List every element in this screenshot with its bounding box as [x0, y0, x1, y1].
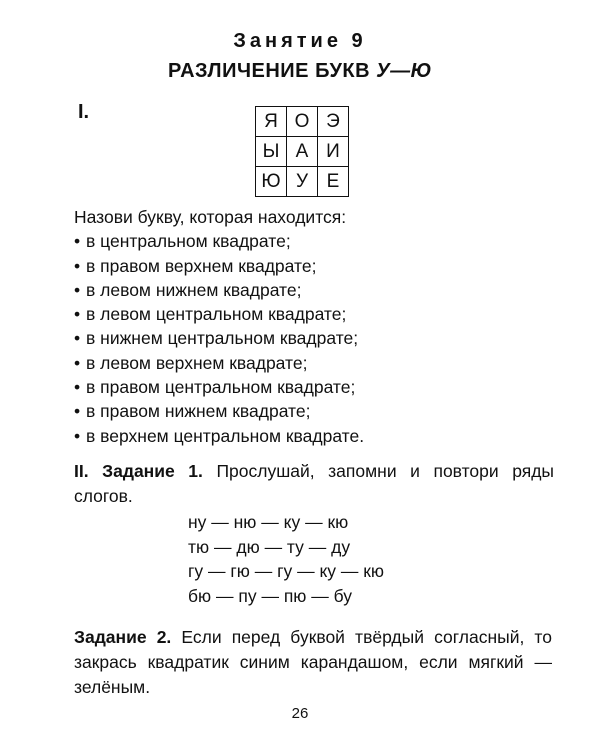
grid-cell: У [287, 167, 318, 197]
list-item: • в верхнем центральном квадрате. [74, 424, 364, 448]
lesson-number: Занятие 9 [233, 30, 367, 52]
list-item: • в нижнем центральном квадрате; [74, 326, 364, 350]
list-item: • в правом верхнем квадрате; [74, 254, 364, 278]
instructions-list [74, 229, 364, 448]
list-item: • в правом центральном квадрате; [74, 375, 364, 399]
task-2-text: Если перед буквой твёрдый согласный, то закрась квадратик синим карандашом, если мягкий — зелёным. [74, 627, 552, 697]
page-title-text: РАЗЛИЧЕНИЕ БУКВ [168, 60, 377, 82]
grid-cell: И [318, 137, 349, 167]
list-item: • в левом верхнем квадрате; [74, 351, 364, 375]
grid-row [256, 107, 349, 137]
instructions [74, 205, 364, 448]
grid-cell: Е [318, 167, 349, 197]
syllable-rows [188, 510, 384, 608]
task-2-label: Задание 2. [74, 627, 172, 647]
list-item: • в правом нижнем квадрате; [74, 399, 364, 423]
grid-cell: Ы [256, 137, 287, 167]
grid-row [256, 167, 349, 197]
list-item: • в центральном квадрате; [74, 229, 364, 253]
task-2 [74, 625, 552, 700]
page-title-letters: У—Ю [376, 60, 432, 82]
grid-cell: О [287, 107, 318, 137]
grid-row [256, 137, 349, 167]
grid-cell: А [287, 137, 318, 167]
letter-grid [255, 106, 349, 197]
instructions-prompt: Назови букву, которая находится: [74, 207, 347, 227]
task-1-label: II. Задание 1. [74, 461, 203, 481]
list-item: • в левом нижнем квадрате; [74, 278, 364, 302]
syllable-row: ну — ню — ку — кю [188, 512, 349, 532]
page-title [0, 60, 600, 83]
grid-cell: Я [256, 107, 287, 137]
syllable-row: тю — дю — ту — ду [188, 536, 351, 557]
syllable-row: бю — пу — пю — бу [188, 585, 353, 606]
grid-cell: Э [318, 107, 349, 137]
task-1 [74, 459, 554, 509]
section-number: I. [78, 101, 90, 123]
list-item: • в левом центральном квадрате; [74, 302, 364, 326]
task-1-text: Прослушай, запомни и повтори ряды слогов. [74, 461, 554, 506]
page-number: 26 [291, 705, 309, 722]
syllable-row: гу — гю — гу — ку — кю [188, 561, 385, 581]
grid-cell: Ю [256, 167, 287, 197]
